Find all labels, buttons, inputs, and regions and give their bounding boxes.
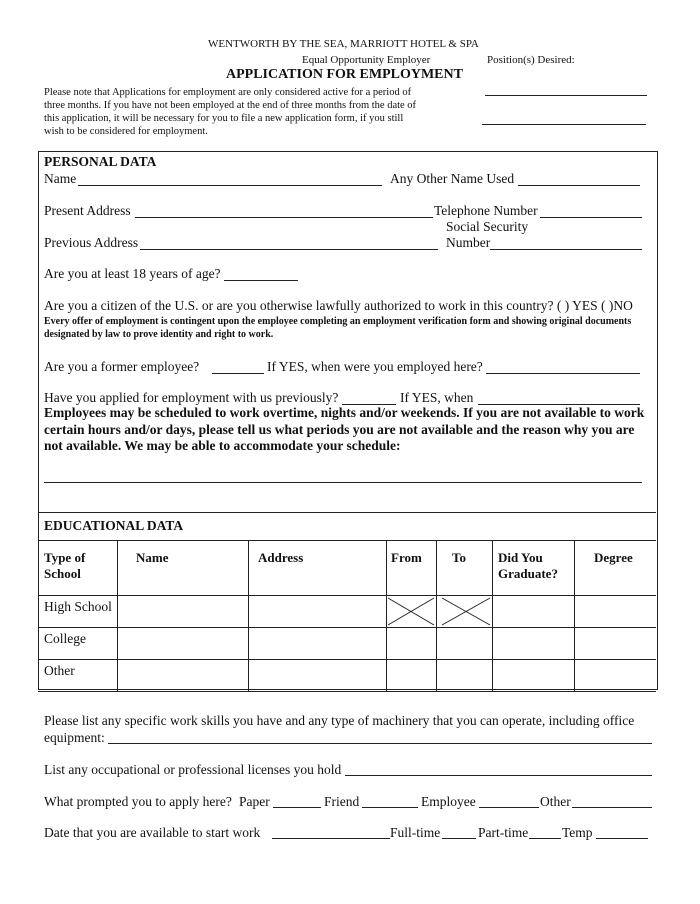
employee-field[interactable] bbox=[479, 807, 539, 808]
telephone-label: Telephone Number bbox=[434, 203, 538, 218]
present-address-label: Present Address bbox=[44, 203, 131, 218]
former-when-label: If YES, when were you employed here? bbox=[267, 359, 483, 374]
table-row-border-1 bbox=[38, 627, 656, 628]
part-time-label: Part-time bbox=[478, 825, 529, 840]
equipment-label: equipment: bbox=[44, 730, 105, 745]
other-name-label: Any Other Name Used bbox=[390, 171, 515, 186]
col-header-address: Address bbox=[258, 550, 304, 565]
other-field[interactable] bbox=[572, 807, 652, 808]
skills-question: Please list any specific work skills you have and any type of machinery that you can operate, including office bbox=[44, 713, 635, 728]
col-divider-5 bbox=[492, 540, 493, 691]
temp-label: Temp bbox=[562, 825, 593, 840]
row-other: Other bbox=[44, 663, 75, 678]
col-header-graduate: Did You Graduate? bbox=[498, 550, 558, 581]
former-employee-field[interactable] bbox=[212, 373, 264, 374]
name-label: Name bbox=[44, 171, 77, 186]
temp-field[interactable] bbox=[596, 838, 648, 839]
col-header-to: To bbox=[452, 550, 466, 565]
name-field[interactable] bbox=[78, 185, 382, 186]
full-time-field[interactable] bbox=[442, 838, 476, 839]
licenses-question: List any occupational or professional licenses you hold bbox=[44, 762, 342, 777]
table-row-border-2 bbox=[38, 659, 656, 660]
schedule-note: Employees may be scheduled to work overtime, nights and/or weekends. If you are not available to work certain hours and/or days, please tell us what periods you are not available and the reason why you are not available. We may be able to accommodate your schedule: bbox=[44, 405, 645, 453]
present-address-field[interactable] bbox=[135, 217, 433, 218]
age-field[interactable] bbox=[224, 280, 298, 281]
start-date-field[interactable] bbox=[272, 838, 390, 839]
skills-field[interactable] bbox=[108, 743, 652, 744]
other-name-field[interactable] bbox=[518, 185, 640, 186]
part-time-field[interactable] bbox=[529, 838, 561, 839]
social-security-label: Social Security bbox=[446, 219, 529, 234]
col-header-type: Type of School bbox=[44, 550, 86, 581]
applied-question: Have you applied for employment with us previously? bbox=[44, 390, 339, 405]
number-label: Number bbox=[446, 235, 491, 250]
educational-data-heading: EDUCATIONAL DATA bbox=[44, 518, 184, 533]
verification-note: Every offer of employment is contingent upon the employee completing an employment verification form and showing original documents designated by law to prove identity and right to work. bbox=[44, 316, 632, 340]
telephone-field[interactable] bbox=[540, 217, 642, 218]
col-header-name: Name bbox=[136, 550, 169, 565]
friend-label: Friend bbox=[324, 794, 360, 809]
table-top-border bbox=[38, 540, 656, 541]
positions-desired-label: Position(s) Desired: bbox=[487, 54, 575, 66]
applied-when-label: If YES, when bbox=[400, 390, 474, 405]
full-time-label: Full-time bbox=[390, 825, 441, 840]
paper-field[interactable] bbox=[273, 807, 321, 808]
personal-data-heading: PERSONAL DATA bbox=[44, 154, 157, 169]
equal-opportunity-label: Equal Opportunity Employer bbox=[302, 54, 431, 66]
citizen-question[interactable]: Are you a citizen of the U.S. or are you otherwise lawfully authorized to work in this country? ( ) YES ( )NO bbox=[44, 298, 633, 313]
friend-field[interactable] bbox=[362, 807, 418, 808]
row-college: College bbox=[44, 631, 86, 646]
high-school-crossed-cells bbox=[386, 595, 492, 627]
col-divider-6 bbox=[574, 540, 575, 691]
ss-number-field[interactable] bbox=[490, 249, 642, 250]
position-line-1[interactable] bbox=[485, 95, 647, 96]
schedule-line-1[interactable] bbox=[44, 482, 642, 483]
paper-label: Paper bbox=[239, 794, 270, 809]
col-header-from: From bbox=[391, 550, 422, 565]
row-high-school: High School bbox=[44, 599, 112, 614]
previous-address-field[interactable] bbox=[140, 249, 438, 250]
former-when-field[interactable] bbox=[486, 373, 640, 374]
col-header-degree: Degree bbox=[594, 550, 633, 565]
active-notice: Please note that Applications for employment are only considered active for a period of three months. If you have not been employed at the end of three months from the date of this application, it will be necessary for you to file a new application form, if you still wish to be considered for employment. bbox=[44, 87, 417, 137]
table-bottom-border bbox=[38, 691, 656, 692]
position-line-2[interactable] bbox=[482, 124, 646, 125]
licenses-field[interactable] bbox=[345, 775, 652, 776]
previous-address-label: Previous Address bbox=[44, 235, 139, 250]
other-label: Other bbox=[540, 794, 571, 809]
col-divider-1 bbox=[117, 540, 118, 691]
former-employee-question: Are you a former employee? bbox=[44, 359, 200, 374]
section-divider bbox=[38, 512, 656, 513]
prompted-question: What prompted you to apply here? bbox=[44, 794, 232, 809]
age-question: Are you at least 18 years of age? bbox=[44, 266, 221, 281]
page-title: APPLICATION FOR EMPLOYMENT bbox=[226, 67, 463, 82]
col-divider-2 bbox=[248, 540, 249, 691]
start-date-question: Date that you are available to start work bbox=[44, 825, 261, 840]
hotel-name: WENTWORTH BY THE SEA, MARRIOTT HOTEL & SPA bbox=[208, 38, 479, 50]
table-header-border bbox=[38, 595, 656, 596]
employee-label: Employee bbox=[421, 794, 476, 809]
